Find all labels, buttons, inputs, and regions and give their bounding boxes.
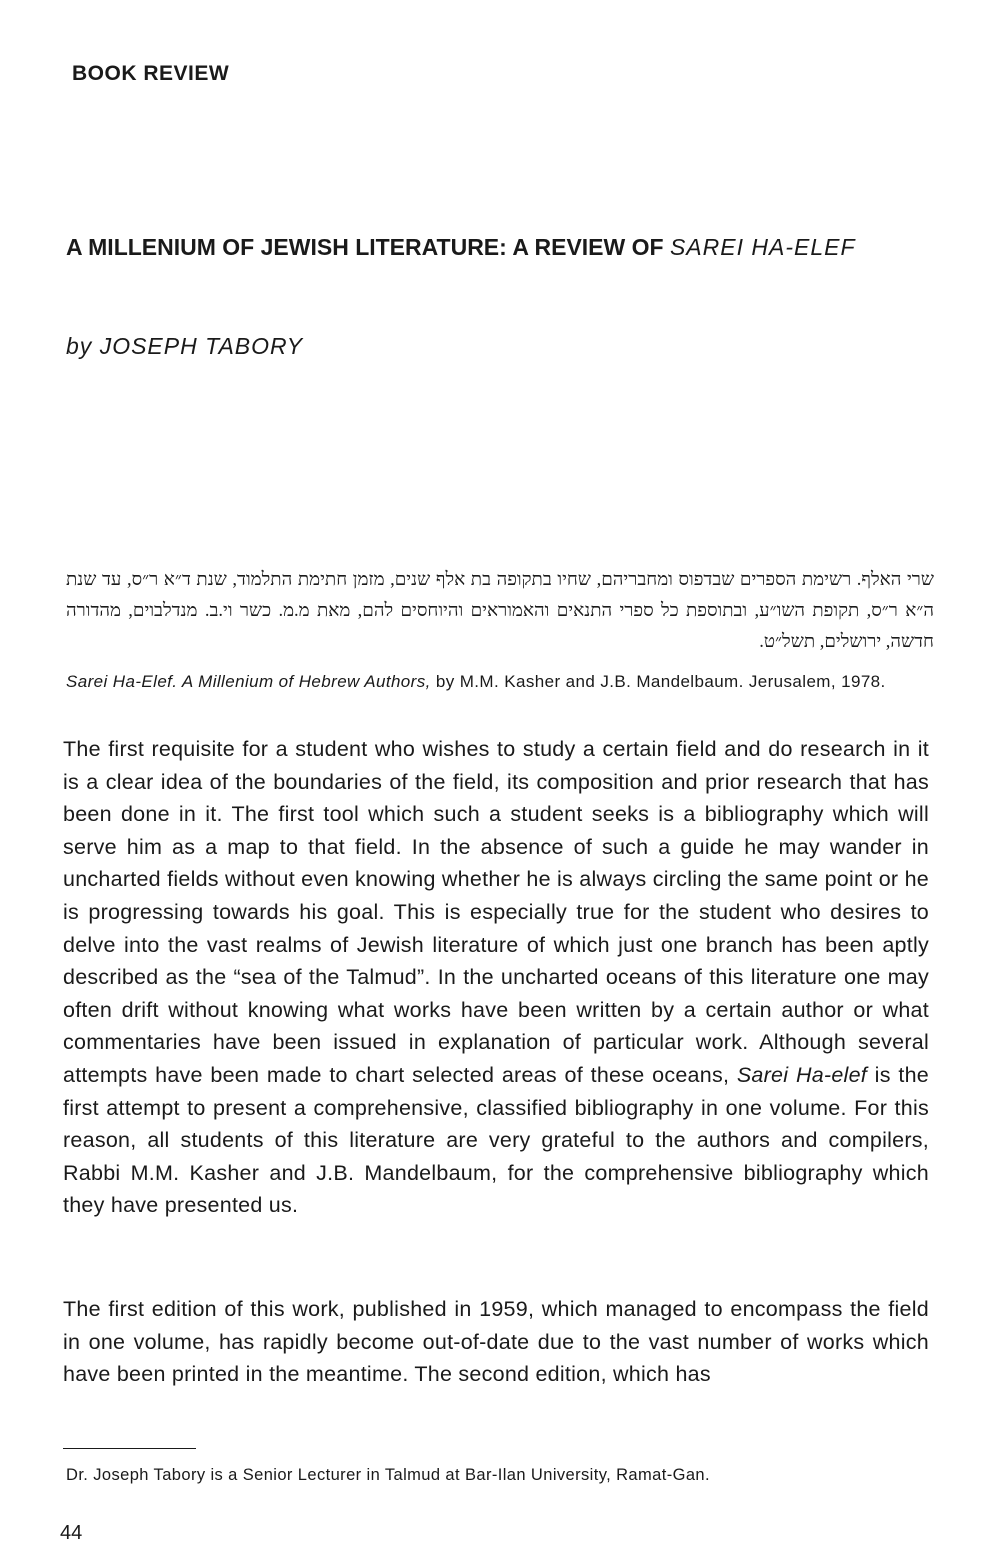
citation-details: by M.M. Kasher and J.B. Mandelbaum. Jerusalem, 1978. xyxy=(430,672,886,691)
author-name: JOSEPH TABORY xyxy=(99,333,304,359)
footnote-divider xyxy=(63,1448,196,1449)
hebrew-citation: שרי האלף. רשימת הספרים שבדפוס ומחבריהם, שחיו בתקופה בת אלף שנים, מזמן חתימת התלמוד, שנת ד״א ר״ס, עד שנת ה״א ר״ס, תקופת השו״ע, ובתוספת כל ספרי התנאים והאמוראים והיוחסים להם, מאת מ.מ. כשר וי.ב. מנדלבוים, מהדורה חדשה, ירושלים, תשל״ט. xyxy=(66,570,934,652)
section-label: BOOK REVIEW xyxy=(72,62,230,85)
english-citation xyxy=(66,670,934,693)
page-number: 44 xyxy=(60,1522,83,1544)
body-paragraph-1-text-b: is the first attempt to present a comprehensive, classified bibliography in one volume. For this reason, all students of this literature are very grateful to the authors and compilers, Rabbi M.M. Kasher and J.B. Mandelbaum, for the comprehensive bibliography which they have presented us. xyxy=(63,1062,929,1218)
article-title-italic: SAREI HA-ELEF xyxy=(669,234,856,260)
body-paragraph-2: The first edition of this work, published in 1959, which managed to encompass the field in one volume, has rapidly become out-of-date due to the vast number of works which have been printed in the meantime. The second edition, which has xyxy=(63,1297,929,1387)
article-title xyxy=(66,230,946,264)
citation-title: Sarei Ha-Elef. A Millenium of Hebrew Authors, xyxy=(66,672,431,691)
byline-prefix: by xyxy=(66,333,100,359)
body-paragraph-1 xyxy=(63,733,929,1222)
footnote: Dr. Joseph Tabory is a Senior Lecturer in Talmud at Bar-Ilan University, Ramat-Gan. xyxy=(66,1466,710,1484)
article-title-main: A MILLENIUM OF JEWISH LITERATURE: A REVIEW OF xyxy=(66,234,670,260)
byline xyxy=(66,333,303,360)
body-paragraph-1-italic: Sarei Ha-elef xyxy=(736,1062,868,1087)
body-paragraph-1-text-a: The first requisite for a student who wishes to study a certain field and do research in it is a clear idea of the boundaries of the field, its composition and prior research that has been done in it. The first tool which such a student seeks is a bibliography which will serve him as a map to that field. In the absence of such a guide he may wander in uncharted fields without even knowing whether he is always circling the same point or he is progressing towards his goal. This is especially true for the student who desires to delve into the vast realms of Jewish literature of which just one branch has been aptly described as the “sea of the Talmud”. In the uncharted oceans of this literature one may often drift without knowing what works have been written by a certain author or what commentaries have been issued in explanation of particular work. Although several attempts have been made to chart selected areas of these oceans, xyxy=(63,737,929,1087)
